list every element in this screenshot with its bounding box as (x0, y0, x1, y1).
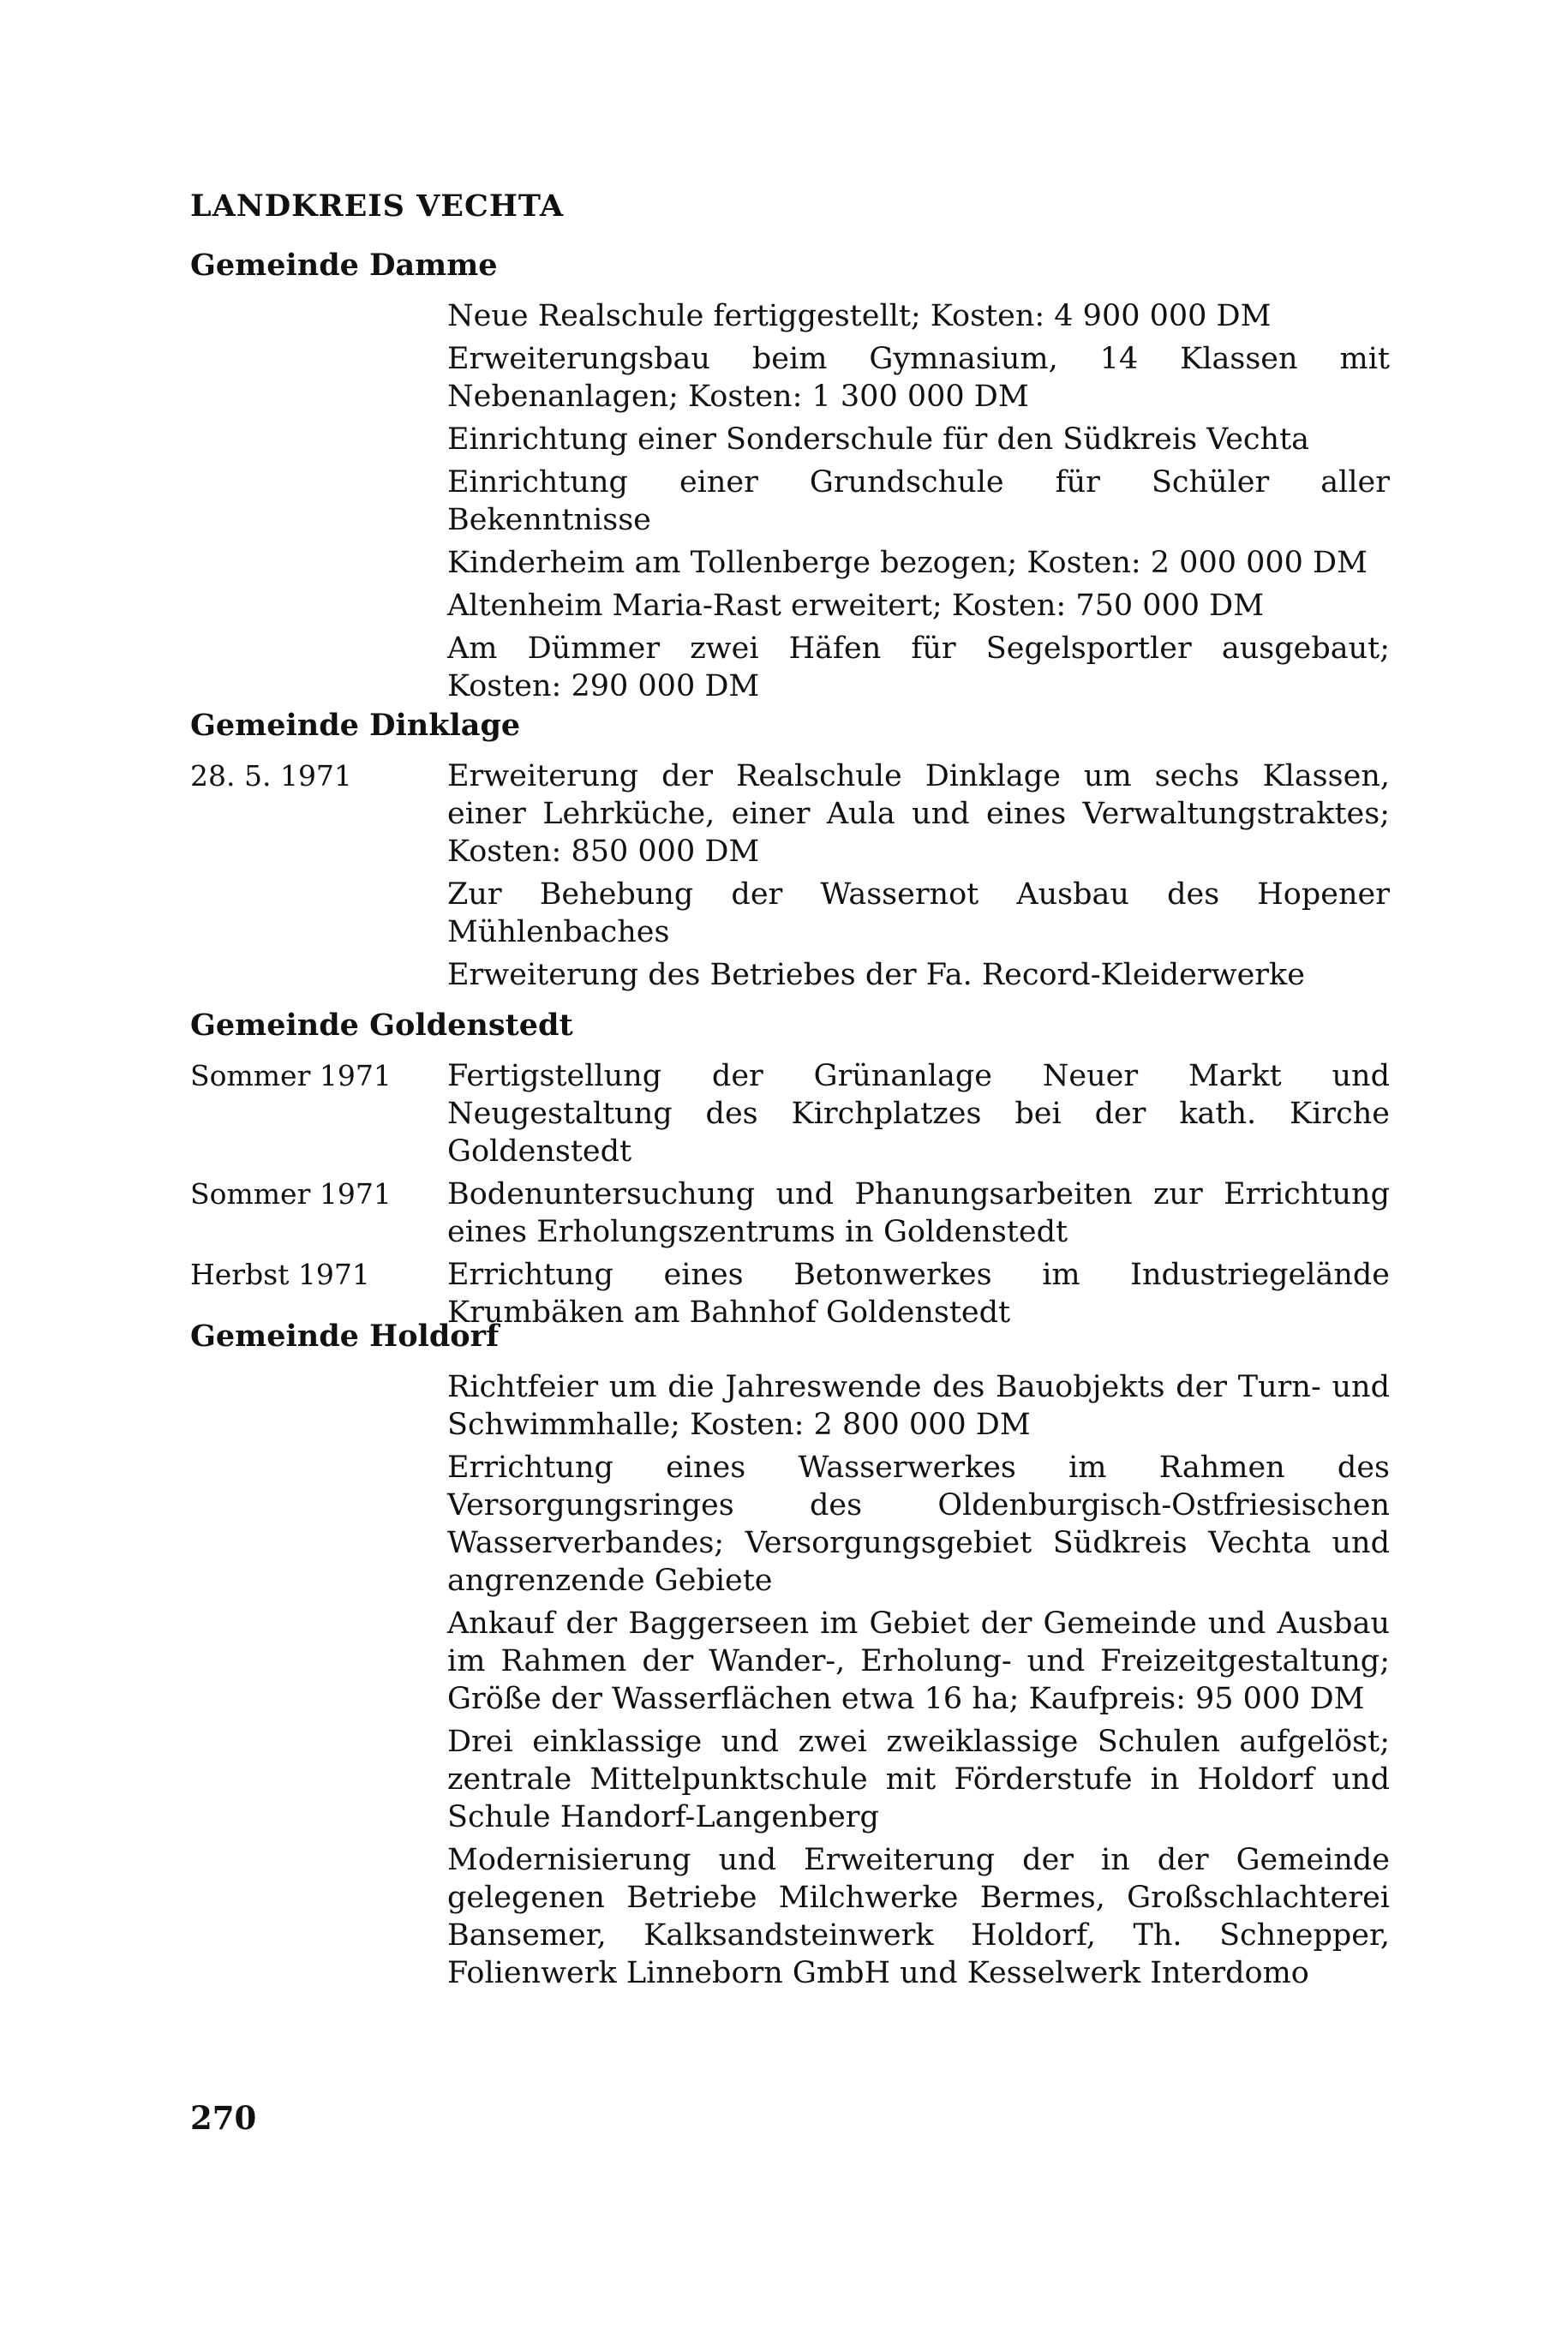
entry-text: Errichtung eines Wasserwerkes im Rahmen des Versorgungsringes des Oldenburgisch-Ostfriesischen Wasserverbandes; Versorgungsgebiet Südkreis Vechta und angrenzende Gebiete (447, 1451, 1390, 1598)
list-item (190, 1449, 1390, 1600)
list-item (190, 544, 1390, 582)
list-item (190, 340, 1390, 416)
entry-text: Ankauf der Baggerseen im Gebiet der Gemeinde und Ausbau im Rahmen der Wander-, Erholung- und Freizeitgestaltung; Größe der Wasserflächen etwa 16 ha; Kaufpreis: 95 000 DM (447, 1606, 1390, 1716)
list-item (190, 587, 1390, 625)
entry-text: Fertigstellung der Grünanlage Neuer Markt und Neugestaltung des Kirchplatzes bei der kath. Kirche Goldenstedt (447, 1059, 1390, 1169)
list-item (190, 876, 1390, 951)
entry-text: Erweiterungsbau beim Gymnasium, 14 Klassen mit Nebenanlagen; Kosten: 1 300 000 DM (447, 342, 1390, 414)
entry-text: Neue Realschule fertiggestellt; Kosten: 4 900 000 DM (447, 299, 1272, 333)
list-item (190, 1723, 1390, 1836)
section-goldenstedt (190, 1004, 1390, 1337)
entry-text: Am Dümmer zwei Häfen für Segelsportler ausgebaut; Kosten: 290 000 DM (447, 631, 1390, 703)
entry-text: Richtfeier um die Jahreswende des Bauobjekts der Turn- und Schwimmhalle; Kosten: 2 800 000 DM (447, 1370, 1390, 1442)
list-item (190, 1605, 1390, 1718)
page-number: 270 (190, 2099, 257, 2137)
entry-text: Zur Behebung der Wassernot Ausbau des Hopener Mühlenbaches (447, 877, 1390, 949)
entry-text: Erweiterung des Betriebes der Fa. Record-Kleiderwerke (447, 958, 1305, 992)
page-title: LANDKREIS VECHTA (190, 188, 565, 224)
list-item (190, 1175, 1390, 1251)
list-item (190, 1841, 1390, 1992)
list-item (190, 421, 1390, 458)
section-title-damme: Gemeinde Damme (190, 248, 498, 283)
section-title-dinklage: Gemeinde Dinklage (190, 708, 521, 743)
entry-text: Kinderheim am Tollenberge bezogen; Kosten: 2 000 000 DM (447, 546, 1368, 580)
entry-date: Sommer 1971 (190, 1177, 392, 1211)
entry-text: Erweiterung der Realschule Dinklage um sechs Klassen, einer Lehrküche, einer Aula und eines Verwaltungstraktes; Kosten: 850 000 DM (447, 759, 1390, 869)
entry-date: Sommer 1971 (190, 1059, 392, 1092)
list-item (190, 1368, 1390, 1444)
entry-text: Modernisierung und Erweiterung der in der Gemeinde gelegenen Betriebe Milchwerke Bermes, Großschlachterei Bansemer, Kalksandsteinwerk Holdorf, Th. Schnepper, Folienwerk Linneborn GmbH und Kesselwerk Interdomo (447, 1843, 1390, 1990)
list-item (190, 297, 1390, 335)
section-dinklage (190, 704, 1390, 999)
entry-text: Einrichtung einer Grundschule für Schüler aller Bekenntnisse (447, 465, 1390, 537)
list-item (190, 757, 1390, 870)
list-item (190, 464, 1390, 539)
entry-text: Drei einklassige und zwei zweiklassige Schulen aufgelöst; zentrale Mittelpunktschule mit Förderstufe in Holdorf und Schule Handorf-Langenberg (447, 1725, 1390, 1834)
section-holdorf (190, 1315, 1390, 1997)
list-item (190, 630, 1390, 705)
list-item (190, 1057, 1390, 1170)
section-title-holdorf: Gemeinde Holdorf (190, 1319, 500, 1354)
list-item (190, 956, 1390, 994)
section-damme (190, 244, 1390, 710)
entry-text: Einrichtung einer Sonderschule für den Südkreis Vechta (447, 422, 1310, 457)
entry-text: Bodenuntersuchung und Phanungsarbeiten zur Errichtung eines Erholungszentrums in Goldenstedt (447, 1177, 1390, 1249)
entry-date: Herbst 1971 (190, 1258, 370, 1291)
entry-date: 28. 5. 1971 (190, 759, 352, 793)
section-title-goldenstedt: Gemeinde Goldenstedt (190, 1008, 573, 1043)
entry-text: Errichtung eines Betonwerkes im Industriegelände Krumbäken am Bahnhof Goldenstedt (447, 1258, 1390, 1330)
entry-text: Altenheim Maria-Rast erweitert; Kosten: 750 000 DM (447, 589, 1265, 623)
